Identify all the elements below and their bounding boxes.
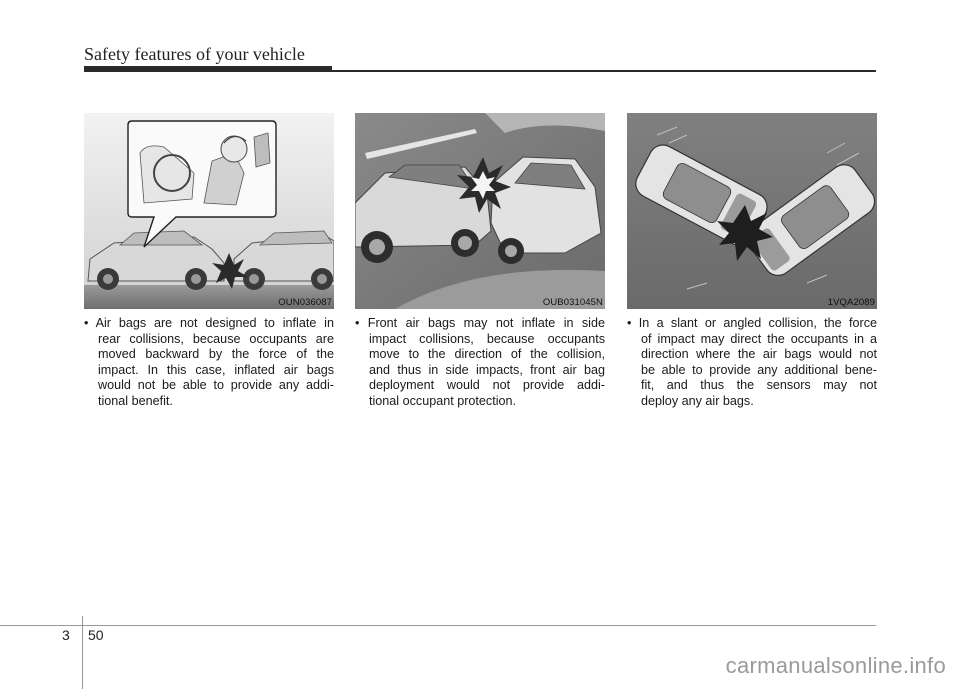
footer-rule: [0, 625, 876, 626]
angled-collision-illustration: [627, 113, 877, 309]
text-line: and thus in side impacts, front air bag: [369, 362, 605, 377]
figure-side-impact: [355, 113, 605, 309]
chapter-number: 3: [62, 627, 70, 643]
text-column-side-impact: [355, 316, 605, 410]
text-line: move to the direction of the collision,: [369, 347, 605, 362]
text-line: impact. In this case, inflated air bags: [98, 362, 334, 377]
text-column-angled-collision: [627, 316, 877, 410]
footer-divider: [82, 616, 83, 689]
side-impact-illustration: [355, 113, 605, 309]
text-line: would not be able to provide any addi-: [98, 378, 334, 393]
text-line: • In a slant or angled collision, the force: [627, 316, 877, 330]
rear-collision-illustration: [84, 113, 334, 309]
text-line: of impact may direct the occupants in a: [641, 331, 877, 346]
watermark: carmanualsonline.info: [725, 653, 946, 678]
figure-code: 1VQA2089: [827, 297, 875, 308]
text-line: deployment would not provide addi-: [369, 378, 605, 393]
header-rule: [84, 70, 876, 72]
figure-angled-collision: [627, 113, 877, 309]
text-line: direction where the air bags would not: [641, 347, 877, 362]
text-line: • Front air bags may not inflate in side: [355, 316, 605, 330]
figure-code: OUN036087: [278, 297, 332, 308]
figure-rear-collision: [84, 113, 334, 309]
text-line: tional occupant protection.: [369, 393, 517, 408]
text-line: moved backward by the force of the: [98, 347, 334, 362]
text-line: fit, and thus the sensors may not: [641, 378, 877, 393]
page-title: Safety features of your vehicle: [84, 44, 305, 64]
text-line: deploy any air bags.: [641, 393, 754, 408]
text-line: tional benefit.: [98, 393, 173, 408]
text-line: impact collisions, because occupants: [369, 331, 605, 346]
figure-code: OUB031045N: [542, 297, 603, 308]
text-line: • Air bags are not designed to inflate in: [84, 316, 334, 330]
page-number: 50: [88, 627, 104, 643]
text-column-rear-collision: [84, 316, 334, 410]
text-line: be able to provide any additional bene-: [641, 362, 877, 377]
text-line: rear collisions, because occupants are: [98, 331, 334, 346]
